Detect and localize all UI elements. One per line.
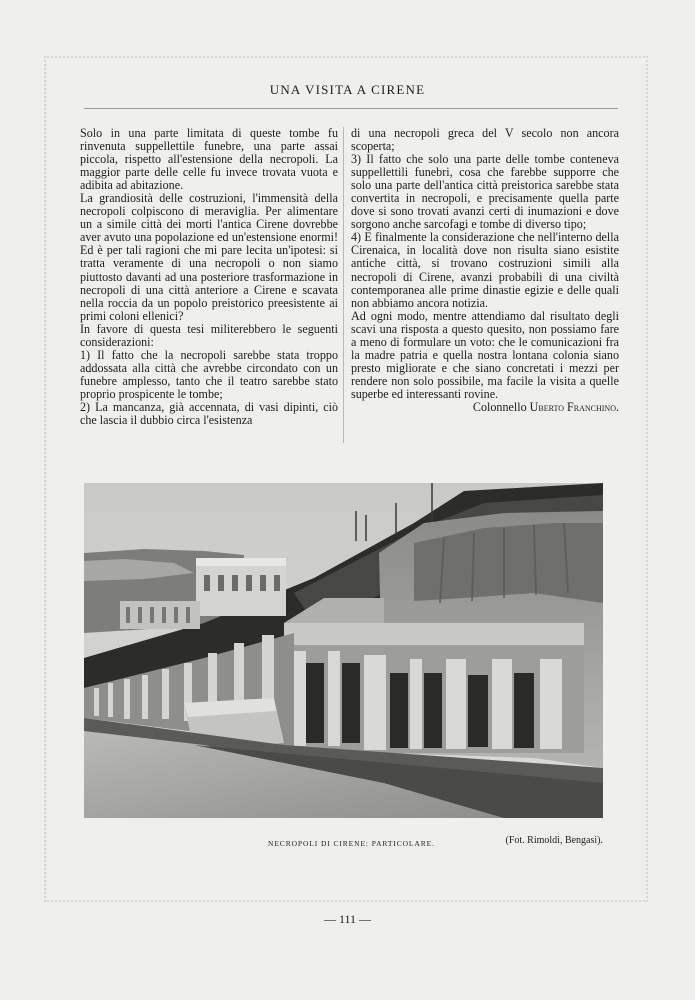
necropolis-photograph: [84, 483, 603, 818]
author-rank: Colonnello: [472, 399, 527, 414]
author-signature: [351, 401, 619, 414]
author-name: Uberto Franchino.: [529, 399, 619, 414]
header-rule: [84, 108, 618, 109]
paragraph: 2) La mancanza, già accennata, di vasi dipinti, ciò che lascia il dubbio circa l'esistenza: [80, 399, 338, 428]
paragraph: di una necropoli greca del V secolo non ancora scoperta;: [351, 126, 619, 154]
right-text-column: [351, 127, 619, 414]
paragraph: La grandiosità delle costruzioni, l'immensità della necropoli colpiscono di meraviglia. Per alimentare un a simile città dei morti l'antica Cirene dovrebbe aver avuto una popolazione ed un'estensione enormi! Ed è per tali ragioni che mi pare lecita un'ipotesi: si tratta veramente di una necropoli o non siamo piuttosto davanti ad una posteriore trasformazione in necropoli di una città anteriore a Cirene e scavata nella roccia da un popolo preistorico preesistente ai primi coloni ellenici?: [80, 191, 338, 323]
paragraph: Solo in una parte limitata di queste tombe fu rinvenuta suppellettile funebre, una parte assai piccola, rispetto all'estensione della necropoli. La maggior parte delle celle fu invece trovata vuota e adibita ad abitazione.: [80, 126, 338, 193]
left-text-column: [80, 127, 338, 427]
running-head-title: UNA VISITA A CIRENE: [269, 82, 426, 97]
paragraph: 4) E finalmente la considerazione che nell'interno della Cirenaica, in località dove non risulta siano esistite antiche città, si trovano costruzioni simili alla necropoli di Cirene, avanzi probabili di una civiltà contemporanea alle prime dinastie egizie e delle quali non abbiamo ancora notizia.: [351, 230, 619, 310]
photo-illustration: [84, 483, 603, 818]
photo-caption: NECROPOLI DI CIRENE: PARTICOLARE.: [268, 839, 435, 848]
photo-credit: (Fot. Rimoldi, Bengasi).: [505, 835, 603, 846]
page-number: — 111 —: [323, 912, 372, 926]
paragraph: In favore di questa tesi militerebbero le seguenti considerazioni:: [80, 321, 338, 349]
column-divider: [343, 127, 344, 443]
paragraph: Ad ogni modo, mentre attendiamo dal risultato degli scavi una risposta a questo quesito, non possiamo fare a meno di formulare un voto: che le comunicazioni fra la madre patria e quella nostra lontana colonia siano presto migliorate e che siano concretati i mezzi per rendere non solo possibile, ma facile la visita a quelle superbe ed interessanti rovine.: [351, 308, 619, 401]
paragraph: 3) Il fatto che solo una parte delle tombe conteneva suppellettili funebri, cosa che farebbe supporre che solo una parte dell'antica città preistorica sarebbe stata convertita in necropoli, e precisamente quella parte dove si sono trovati avanzi certi di inumazioni e dove sorgono anche sarcofagi e tombe di diverso tipo;: [351, 152, 619, 232]
paragraph: 1) Il fatto che la necropoli sarebbe stata troppo addossata alla città che avrebbe circondato con un funebre amplesso, tanto che il teatro sarebbe stato proprio prospicente le tombe;: [80, 347, 338, 401]
